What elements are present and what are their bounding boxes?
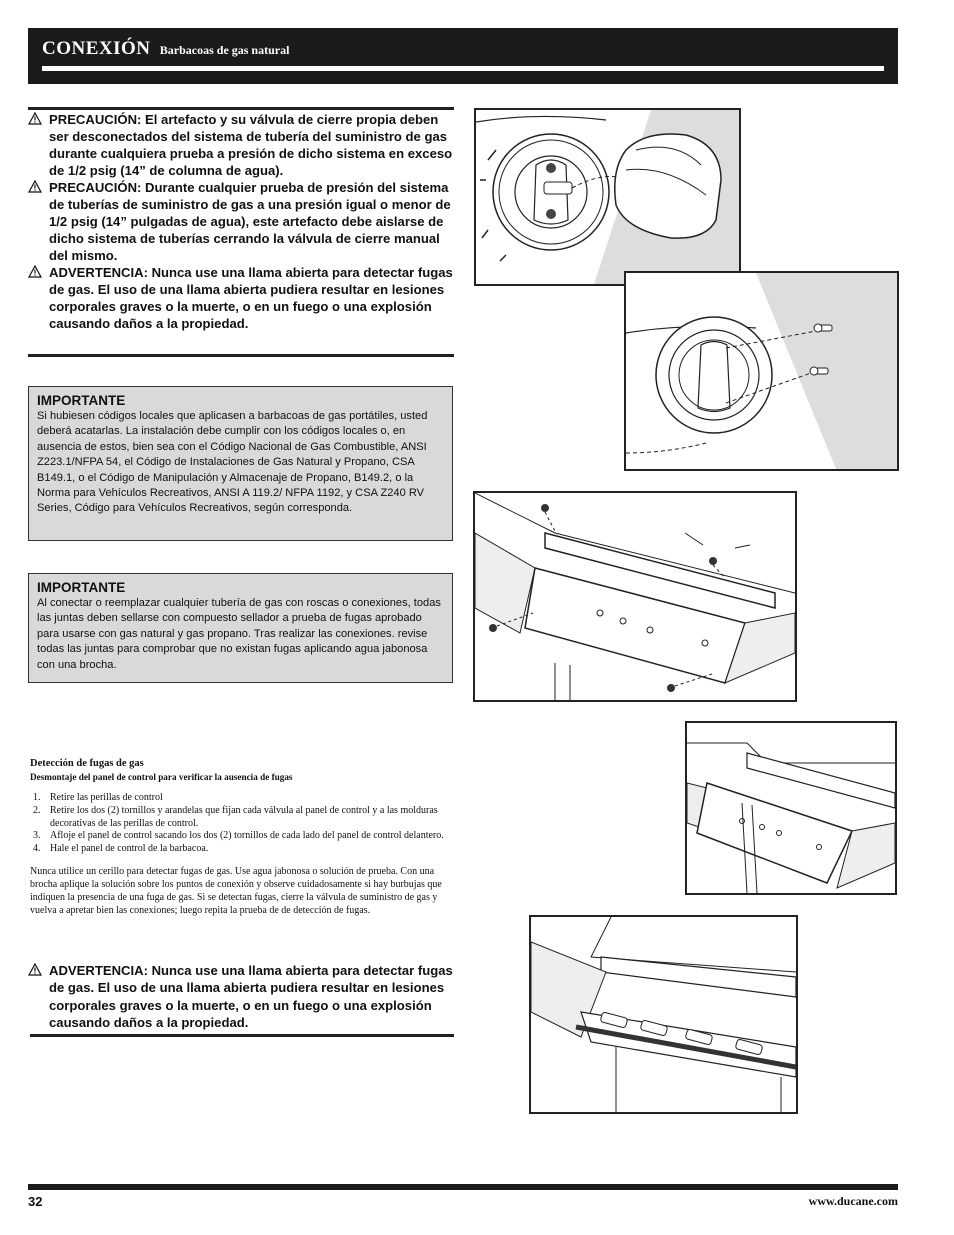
section-title: CONEXIÓN bbox=[42, 38, 151, 59]
important-body: Al conectar o reemplazar cualquier tubería de gas con roscas o conexiones, todas las juntas deben sellarse con compuesto sellador a prueba de fugas aprobado para usarse con gas natural y gas propano. Tras realizar las conexiones. revise todas las juntas para comprobar que no existan fugas aplicando agua jabonosa con una brocha. bbox=[37, 597, 441, 671]
footer-url: www.ducane.com bbox=[808, 1194, 898, 1208]
figure-control-panel bbox=[473, 491, 797, 702]
figure-valve-screws bbox=[624, 271, 899, 471]
list-item: 1. Retire las perillas de control bbox=[33, 792, 163, 803]
list-item: 4. Hale el panel de control de la barbacoa. bbox=[33, 843, 209, 855]
caution-item bbox=[28, 111, 458, 179]
pulled-panel-illustration bbox=[687, 723, 895, 893]
leak-paragraph: Nunca utilice un cerillo para detectar fugas de gas. Use agua jabonosa o solución de prueba. Con una brocha aplique la solución sobre los puntos de conexión y observe cuidadosamente si hay burbujas que indiquen la presencia de una fuga de gas. Si se detectan fugas, cierre la válvula de suministro de gas y vuelva a apretar bien las conexiones; luego repita la prueba de de detección de fugas. bbox=[30, 865, 442, 916]
warning-bottom bbox=[28, 962, 456, 1031]
divider bbox=[30, 1034, 454, 1037]
panel-illustration bbox=[475, 493, 795, 700]
important-box bbox=[28, 386, 453, 541]
important-heading: IMPORTANTE bbox=[37, 393, 126, 408]
knob-illustration bbox=[476, 110, 739, 284]
list-item: 2. Retire los dos (2) tornillos y arandelas que fijan cada válvula al panel de control y a las molduras decorativas de las perillas de control. bbox=[33, 804, 438, 829]
section-subtitle: Barbacoas de gas natural bbox=[159, 43, 290, 57]
footer-rule bbox=[28, 1184, 898, 1190]
page-number: 32 bbox=[28, 1194, 43, 1209]
warnings-top bbox=[28, 111, 458, 332]
warning-item bbox=[28, 264, 458, 332]
figure-knob-removal bbox=[474, 108, 741, 286]
divider bbox=[28, 107, 454, 110]
warning-triangle-icon bbox=[28, 112, 42, 125]
warning-text: ADVERTENCIA: Nunca use una llama abierta para detectar fugas de gas. El uso de una llama abierta pudiera resultar en lesiones corporales graves o la muerte, o en un fuego o una explosión causando daños a la propiedad. bbox=[49, 265, 453, 331]
warning-triangle-icon bbox=[28, 265, 42, 278]
caution-text: PRECAUCIÓN: El artefacto y su válvula de cierre propia deben ser desconectados del sistema de tubería del suministro de gas durante cualquiera prueba a presión de dicho sistema en exceso de 1/2 psig (14” de columna de agua). bbox=[49, 112, 453, 178]
caution-text: PRECAUCIÓN: Durante cualquier prueba de presión del sistema de tuberías de suministro de gas a una presión igual o menor de 1/2 psig (14” pulgadas de agua), este artefacto debe aislarse de dicho sistema de tuberías cerrando la válvula de cierre manual del mismo. bbox=[49, 180, 451, 263]
page-header bbox=[28, 28, 898, 84]
warning-triangle-icon bbox=[28, 963, 42, 976]
header-title bbox=[42, 38, 289, 60]
important-box bbox=[28, 573, 453, 683]
section-subheading: Desmontaje del panel de control para verificar la ausencia de fugas bbox=[30, 772, 293, 782]
list-item: 3. Afloje el panel de control sacando los dos (2) tornillos de cada lado del panel de control delantero. bbox=[33, 830, 444, 842]
leak-section bbox=[30, 758, 455, 918]
figure-panel-pulled bbox=[685, 721, 897, 895]
important-heading: IMPORTANTE bbox=[37, 580, 126, 595]
header-rule bbox=[42, 66, 884, 71]
warning-item bbox=[28, 962, 456, 1031]
caution-item bbox=[28, 179, 458, 264]
section-heading: Detección de fugas de gas bbox=[30, 758, 144, 769]
important-body: Si hubiesen códigos locales que aplicasen a barbacoas de gas portátiles, usted deberá acatarlas. La instalación debe cumplir con los códigos locales o, en ausencia de estos, bien sea con el Código Nacional de Gas Combustible, ANSI Z223.1/NFPA 54, el Código de Instalaciones de Gas Natural y Propano, CSA B149.1, o el Código de Manipulación y Almacenaje de Propano, B149.2, o la Norma para Vehículos Recreativos, ANSI A 119.2/ NFPA 1192, y CSA Z240 RV Series, Código para Vehículos Recreativos, según corresponda. bbox=[37, 410, 428, 515]
valve-illustration bbox=[626, 273, 897, 469]
warning-text: ADVERTENCIA: Nunca use una llama abierta para detectar fugas de gas. El uso de una llama abierta pudiera resultar en lesiones corporales graves o la muerte, o en un fuego o una explosión causando daños a la propiedad. bbox=[49, 963, 453, 1030]
divider bbox=[28, 354, 454, 357]
figure-manifold bbox=[529, 915, 798, 1114]
steps-list bbox=[30, 792, 455, 856]
warning-triangle-icon bbox=[28, 180, 42, 193]
manifold-illustration bbox=[531, 917, 796, 1112]
